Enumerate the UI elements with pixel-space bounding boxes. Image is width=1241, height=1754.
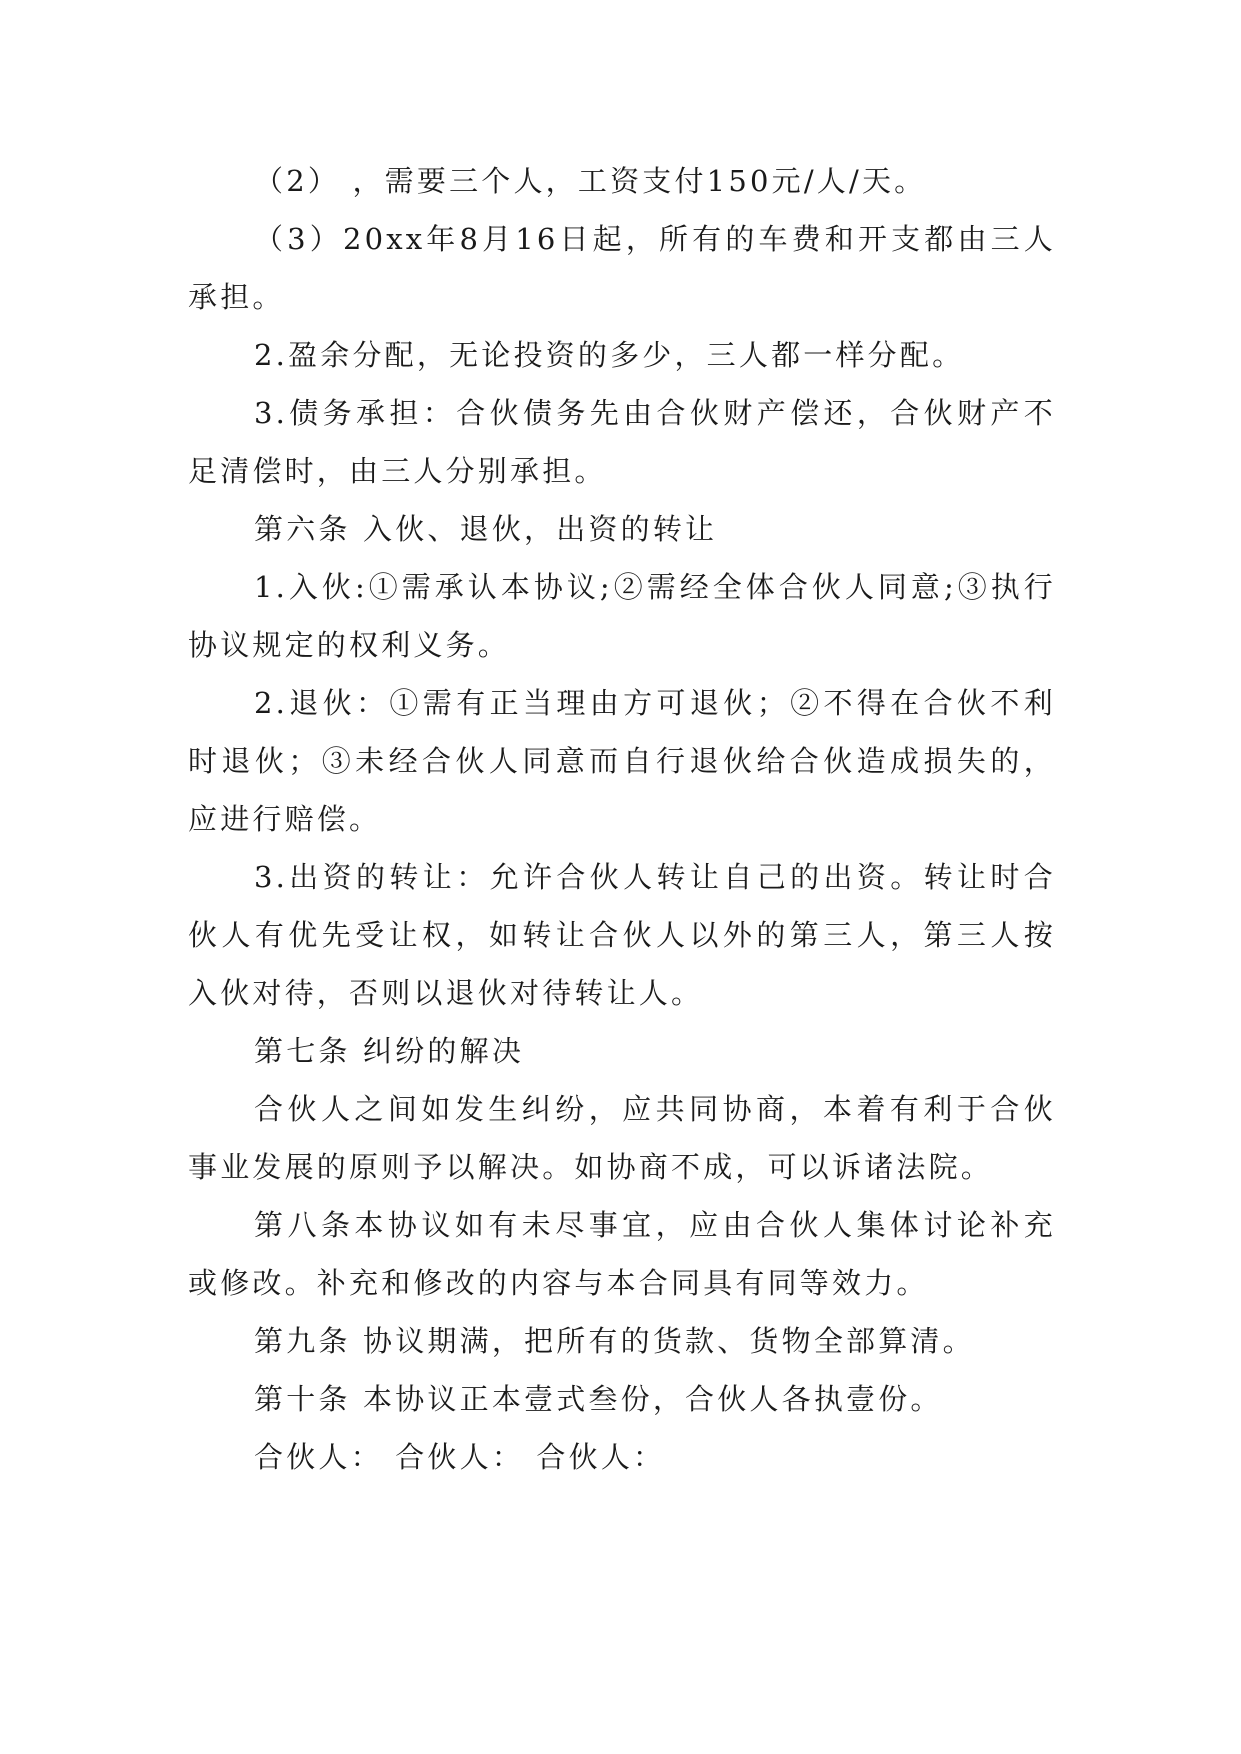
section-heading-article-6: 第六条 入伙、退伙，出资的转让 xyxy=(254,512,718,546)
paragraph-debt-assumption: 3.债务承担：合伙债务先由合伙财产偿还，合伙财产不足清偿时，由三人分别承担。 xyxy=(188,396,1056,488)
document-body xyxy=(188,152,1056,1486)
paragraph-joining: 1.入伙:①需承认本协议;②需经全体合伙人同意;③执行协议规定的权利义务。 xyxy=(188,570,1056,662)
paragraph-dispute-resolution: 合伙人之间如发生纠纷，应共同协商，本着有利于合伙事业发展的原则予以解决。如协商不成，可以诉诸法院。 xyxy=(188,1092,1056,1184)
section-heading-article-7: 第七条 纠纷的解决 xyxy=(254,1034,525,1068)
paragraph-item-3-expenses: （3）20xx年8月16日起，所有的车费和开支都由三人承担。 xyxy=(188,222,1056,314)
paragraph-article-8: 第八条本协议如有未尽事宜，应由合伙人集体讨论补充或修改。补充和修改的内容与本合同具有同等效力。 xyxy=(188,1208,1056,1300)
paragraph-article-10: 第十条 本协议正本壹式叁份，合伙人各执壹份。 xyxy=(254,1382,943,1416)
signature-line: 合伙人： 合伙人： 合伙人： xyxy=(254,1440,666,1474)
paragraph-article-9: 第九条 协议期满，把所有的货款、货物全部算清。 xyxy=(254,1324,975,1358)
paragraph-profit-distribution: 2.盈余分配，无论投资的多少，三人都一样分配。 xyxy=(254,338,965,372)
paragraph-item-3-wages: （2） ，需要三个人，工资支付150元/人/天。 xyxy=(254,164,927,198)
paragraph-withdrawal: 2.退伙：①需有正当理由方可退伙；②不得在合伙不利时退伙；③未经合伙人同意而自行退伙给合伙造成损失的，应进行赔偿。 xyxy=(188,686,1056,836)
paragraph-capital-transfer: 3.出资的转让：允许合伙人转让自己的出资。转让时合伙人有优先受让权，如转让合伙人以外的第三人，第三人按入伙对待，否则以退伙对待转让人。 xyxy=(188,860,1056,1010)
